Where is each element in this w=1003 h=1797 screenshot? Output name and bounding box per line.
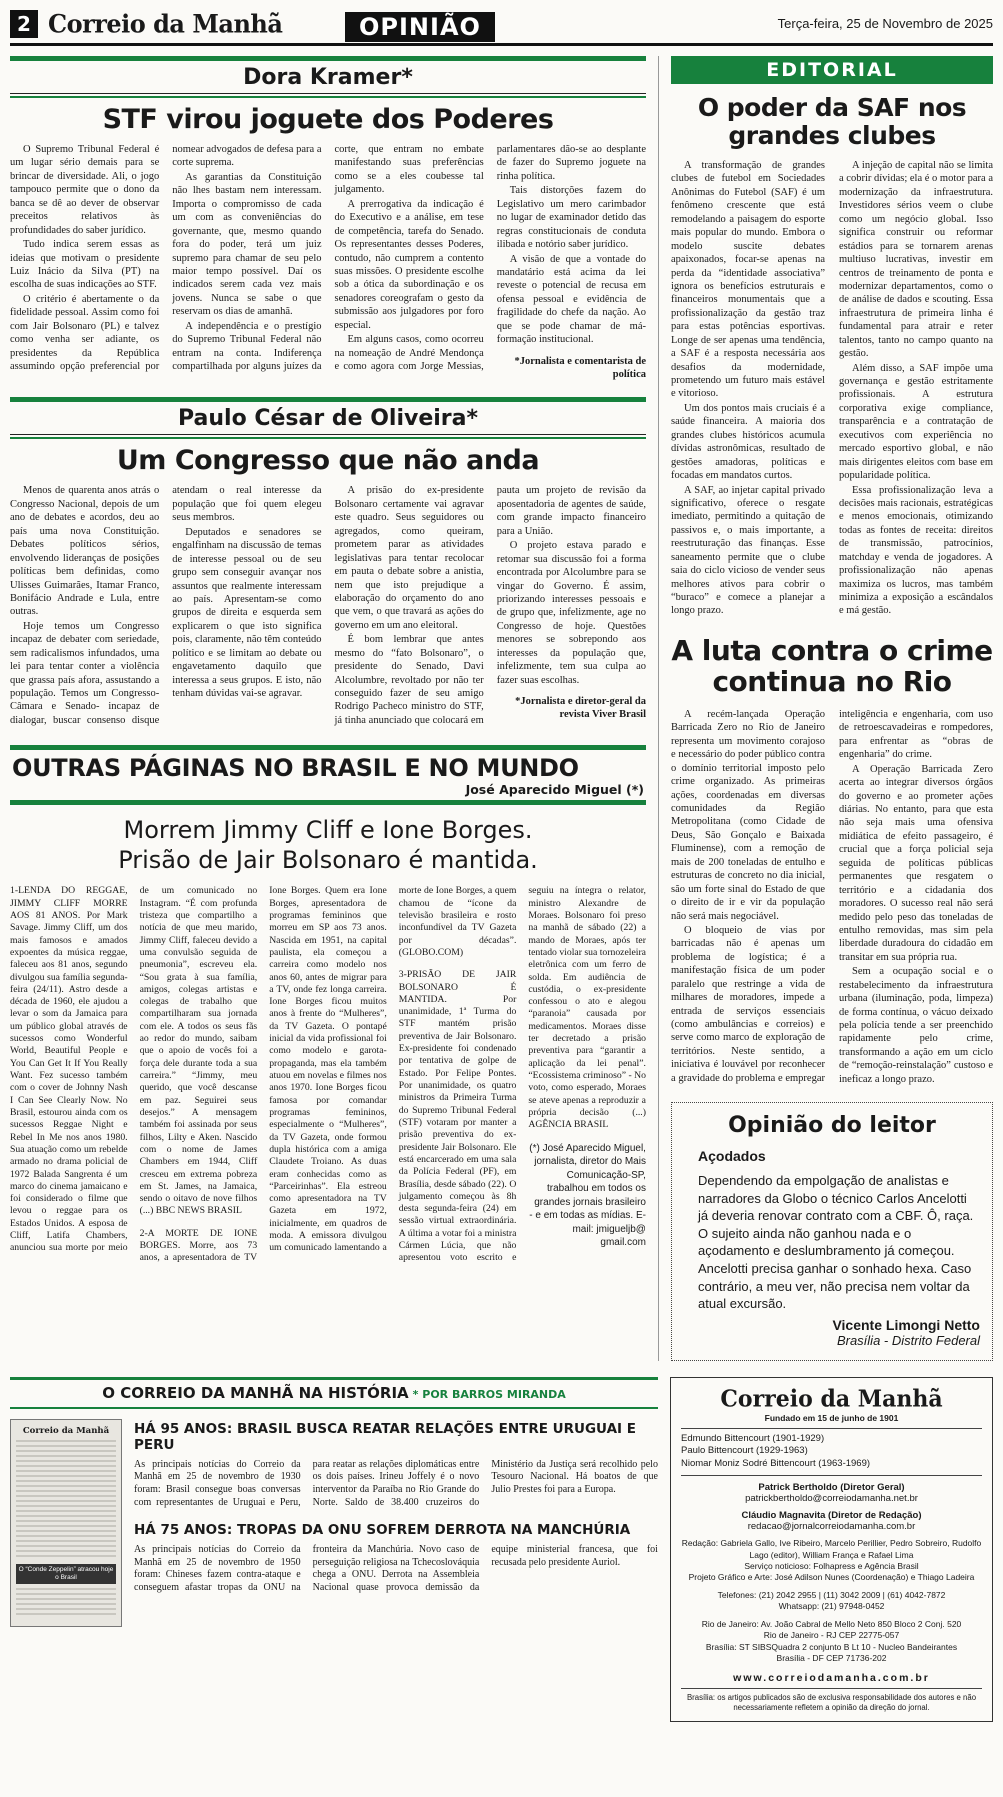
paragraph: Menos de quarenta anos atrás o Congresso Nacional, depois de um ano de debates e acordos, deu ao país uma nova Constituição. Debates políticos sérios, envolvendo lideranças de posições políticas bem definidas, como Ulisses Guimarães, Itamar Franco, Bonifácio Andrade e Lula, entre outras. xyxy=(10,485,160,618)
paragraph: Além disso, a SAF impõe uma governança e gestão estritamente profissionais. A estrutura corporativa exige compliance, transparência e a contratação de executivos com experiência no mercado esportivo global, e não mais dirigentes eleitos com base em popularidade política. xyxy=(839,362,993,482)
green-rule xyxy=(10,1407,658,1409)
rio-address-1: Rio de Janeiro: Av. João Cabral de Mello Neto 850 Bloco 2 Conj. 520 xyxy=(701,1618,962,1629)
telefones-line: Telefones: (21) 2042 2955 | (11) 3042 2009 | (61) 4042-7872 xyxy=(717,1589,946,1600)
editorial-headline: O poder da SAF nos grandes clubes xyxy=(697,93,967,150)
paragraph: Deputados e senadores se engalfinham na discussão de temas de interesse pessoal ou de seu grupo sem conseguir avançar nos assuntos que realmente interessam ao país. Apresentam-se como grupos de direita e esquerda sem explicarem o que isto significa pois, claramente, não têm conteúdo político e se limitam ao debate ou engavetamento daquilo que interessa a seus grupos. E isto, não tenham dúvidas vai-se agravar. xyxy=(172,526,322,699)
historia-byline: * POR BARROS MIRANDA xyxy=(412,1387,566,1401)
news-item-ione-borges: 2-A MORTE DE IONE BORGES. Morre, aos 73 anos, a apresentadora de TV Ione Borges. Quem era Ione Borges, apresentadora de programas femininos que morreu em SP aos 73 anos. Nascida em 1951, na capital paulista, ela começou a carreira como modelo nos anos 60, antes de migrar para a TV, onde fez longa carreira. Ione Borges ficou muitos anos à frente do “Mulheres”, da TV Gazeta. O pontapé inicial da vida profissional foi como modelo e garota-propaganda, mas ela também atuou em novelas e filmes nos anos 1970. Ione Borges ficou famosa por comandar programas femininos, especialmente o “Mulheres”, da TV Gazeta, onde formou dupla histórica com a amiga Claudete Troiano. As duas eram conhecidas como as “Parceirinhas”. Ela estreou como apresentadora na TV Gazeta em 1972, inicialmente, em quadros de moda. A emissora divulgou um comunicado lamentando a morte de Ione Borges, a quem chamou de “ícone da televisão brasileira e rosto inconfundível da TV Gazeta por décadas”. (GLOBO.COM) xyxy=(139,885,517,1264)
paragraph: Sem a ocupação social e o restabelecimento da infraestrutura urbana (iluminação, poda, limpeza) de forma contínua, o vácuo deixado pela polícia tende a ser preenchido rapidamente pelo crime, transformando a ação em um ciclo de “remoção-reinstalação” custoso e ineficaz a longo prazo. xyxy=(839,966,993,1085)
paragraph: O bloqueio de vias por barricadas não é apenas um problema de logística; é a manifestação física de um poder paralelo que restringe a vida de milhares de moradores, impede a entrada de serviços essenciais (como ambulâncias e correios) e serve como marco de exploração de territórios. Neste sentido, a iniciativa é louvável por reconhecer a gravidade do problema e empregar inteligência e engenharia, com uso de retroescavadeiras e rompedores, para enfrentar as “obras de engenharia” do crime. xyxy=(671,708,993,1084)
masthead-logo: Correio da Manhã xyxy=(720,1384,943,1413)
founder: Niomar Moniz Sodré Bittencourt (1963-1969) xyxy=(681,1458,871,1470)
founder: Edmundo Bittencourt (1901-1929) xyxy=(681,1432,825,1444)
paragraph: É bom lembrar que antes mesmo do “fato Bolsonaro”, o presidente do Senado, Davi Alcolumbre, revoltado por não ter conseguido fazer de seu amigo Rodrigo Pacheco ministro do STF, já tinha anunciado que colocará em pauta um projeto de revisão da aposentadoria de agentes de saúde, com grande impacto financeiro para a União. xyxy=(334,485,646,726)
director-email: patrickbertholdo@correiodamanha.net.br xyxy=(745,1493,918,1505)
historia-item-text: As principais notícias do Correio da Manhã em 25 de novembro de 1950 foram: Chineses fazem contra-ataque e conseguem afastar tropas da ONU na fronteira da Manchúria. Novo caso de perseguição religiosa na Tchecoslováquia chega a ONU. Derrota na Assembleia Nacional quase provoca demissão da equipe ministerial francesa, que foi recusada pelo presidente Auriol. xyxy=(134,1543,658,1594)
masthead-founded: Fundado em 15 de junho de 1901 xyxy=(764,1412,899,1423)
bsb-address-1: Brasília: ST SIBSQuadra 2 conjunto B Lt 10 - Nucleo Bandeirantes xyxy=(705,1641,958,1652)
article-dora-kramer xyxy=(10,56,646,381)
paragraph: A prerrogativa da indicação é do Executivo e a análise, em tese de competência, tarefa do Senado. Os representantes desses Poderes, contudo, não cumprem a contento suas missões. O presidente escolhe sob a ótica da subordinação e os senadores coreografam o gesto da submissão aos julgadores por foro especial. xyxy=(334,198,484,331)
paragraph: Essa profissionalização leva a decisões mais racionais, estratégicas e menos emocionais, otimizando todas as fontes de receita: direitos de transmissão, patrocínios, matchday e venda de jogadores. A profissionalização não apenas maximiza os lucros, mas também minimiza a exposição a escândalos e má gestão. xyxy=(839,484,993,617)
editorial-section xyxy=(671,56,993,618)
headline-line-2: Prisão de Jair Bolsonaro é mantida. xyxy=(118,846,538,875)
author-signature: *Jornalista e comentarista de política xyxy=(514,355,646,380)
paragraph: Em alguns casos, como ocorreu na nomeação de André Mendonça e como agora com Jorge Messias, parlamentares dão-se ao desplante de fazer do Supremo joguete na rinha política. xyxy=(334,144,646,372)
article-paulo-cesar xyxy=(10,397,646,727)
thumbnail-masthead: Correio da Manhã xyxy=(22,1425,110,1436)
divider xyxy=(681,1428,982,1429)
historical-newspaper-thumbnail xyxy=(10,1419,122,1627)
website-url: www.correiodamanha.com.br xyxy=(733,1671,930,1684)
paragraph: O projeto estava parado e retomar sua discussão foi a forma encontrada por Alcolumbre para se vingar do Governo. É assim, priorizando interesses pessoais e de grupo que, infelizmente, age no Congresso de hoje. Questões menores se sobrepondo aos interesses da população que, infelizmente, tem sua culpa ao fazer suas escolhas. xyxy=(496,540,646,686)
newspaper-logo: Correio da Manhã xyxy=(48,8,283,39)
disclaimer-text: Brasília: os artigos publicados são de exclusiva responsabilidade dos autores e não necessariamente refletem a opinião da direção do jornal. xyxy=(686,1692,977,1712)
news-item-bolsonaro: 3-PRISÃO DE JAIR BOLSONARO É MANTIDA. Por unanimidade, 1ª Turma do STF mantém prisão preventiva de Jair Bolsonaro. Ex-presidente foi condenado por tentativa de golpe de Estado. Por Felipe Pontes. Por unanimidade, os quatro ministros da Primeira Turma do Supremo Tribunal Federal (STF) votaram por manter a prisão preventiva do ex-presidente Jair Bolsonaro. Ele está encarcerado em uma sala da Polícia Federal (PF), em Brasília, desde sábado (22). O julgamento começou às 8h desta segunda-feira (24) em sessão virtual extraordinária. A última a votar foi a ministra Cármen Lúcia, que não apresentou voto escrito e seguiu na íntegra o relator, ministro Alexandre de Moraes. Bolsonaro foi preso na manhã de sábado (22) a mando de Moraes, após ter tentado violar sua tornozeleira eletrônica com um ferro de solda. Em audiência de custódia, o ex-presidente confessou o ato e alegou “paranoia” causada por medicamentos. Moraes disse ter decretado a prisão preventiva para “garantir a aplicação da lei penal”. “Ecossistema criminoso” - No voto, como esperado, Moraes se ateve apenas a reproduzir a própria decisão (...) AGÊNCIA BRASIL xyxy=(398,885,646,1264)
paragraph: A prisão do ex-presidente Bolsonaro certamente vai agravar este quadro. Seus seguidores ou agregados, como queiram, prometem parar as atividades legislativas para tentar recolocar em pauta o debate sobre a anistia, nem que isto prejudique a elaboração do orçamento do ano que vem, o que travará as ações do governo em um ano eleitoral. xyxy=(334,485,484,631)
paragraph: Um dos pontos mais cruciais é a saúde financeira. A maioria dos grandes clubes históricos acumula dívidas astronômicas, resultado de gestões amadoras, políticas e focadas em mandatos curtos. xyxy=(671,402,825,482)
news-item-reggae: 1-LENDA DO REGGAE, JIMMY CLIFF MORRE AOS 81 ANOS. Por Mark Savage. Jimmy Cliff, um dos mais famosos e amados expoentes da música reggae, faleceu aos 81 anos, segundo divulgou sua família segunda-feira (24/11). Astro desde a década de 1960, ele ajudou a levar o som da Jamaica para um público global através de sucessos como Wonderful World, Beautiful People e You Can Get It If You Really Want. Fez sucesso também com o cover de Johnny Nash I Can See Clearly Now. No Brasil, estourou ainda com os sucessos Reggae Night e Rebel In Me nos anos 1980. Sua atuação como um rebelde armado no drama policial de 1972 Balada Sangrenta é um marco do cinema jamaicano e foi considerado o filme que levou o reggae para os Estados Unidos. A esposa de Cliff, Latifa Chambers, anunciou sua morte por meio de um comunicado no Instagram. “É com profunda tristeza que compartilho a notícia de que meu marido, Jimmy Cliff, faleceu devido a uma convulsão seguida de pneumonia”, escreveu ela. “Sou grata à sua família, amigos, colegas artistas e colegas de trabalho que compartilharam sua jornada com ele. A todos os seus fãs ao redor do mundo, saibam que o apoio de vocês foi a força dele durante toda a sua carreira.” “Jimmy, meu querido, que você descanse em paz. Seguirei seus desejos.” A mensagem também foi assinada por seus filhos, Lilty e Aken. Nascido com o nome de James Chambers em 1944, Cliff cresceu em extrema pobreza em St. James, na Jamaica, sendo o oitavo de nove filhos (...) BBC NEWS BRASIL xyxy=(10,885,258,1254)
historia-item-75-anos xyxy=(134,1522,658,1595)
article-author: Dora Kramer* xyxy=(243,65,413,90)
section-byline: José Aparecido Miguel (*) xyxy=(465,782,644,798)
founders-list xyxy=(681,1433,982,1471)
left-column xyxy=(10,56,658,1361)
article-body xyxy=(10,484,646,727)
historia-title: O CORREIO DA MANHÃ NA HISTÓRIA xyxy=(102,1383,409,1402)
headline-line-1: Morrem Jimmy Cliff e Ione Borges. xyxy=(123,816,533,845)
historia-item-95-anos xyxy=(134,1421,658,1510)
divider xyxy=(681,1688,982,1689)
article-headline: STF virou joguete dos Poderes xyxy=(102,104,554,135)
paragraph: A Operação Barricada Zero acerta ao integrar diversos órgãos do governo e ao prometer ações diárias. No entanto, para que esta não seja mais uma ofensiva midiática de efeito passageiro, é crucial que a força policial seja seguida de políticas públicas permanentes que resgatem o território e a cidadania dos moradores. O sucesso real não será medido pelo peso das toneladas de entulho removidas, mas sim pela liberdade duradoura do cidadão em transitar em sua própria rua. xyxy=(839,763,993,963)
divider xyxy=(10,434,646,435)
paragraph: O critério é abertamente o da fidelidade pessoal. Assim como foi com Jair Bolsonaro (PL) e talvez como venha ser adiante, os presidentes da República assumindo opção preferencial por nomear advogados de defesa para a corte suprema. xyxy=(10,144,322,372)
thumbnail-text-lines xyxy=(16,1440,116,1560)
projeto-line: Projeto Gráfico e Arte: José Adilson Nunes (Coordenação) e Thiago Ladeira xyxy=(688,1572,975,1583)
letter-title: Açodados xyxy=(698,1148,766,1165)
historia-item-title: HÁ 95 ANOS: BRASIL BUSCA REATAR RELAÇÕES ENTRE URUGUAI E PERU xyxy=(134,1420,636,1453)
paragraph: A independência e o prestígio do Supremo Tribunal Federal não entram na conta. Indiferença compartilhada por alguns juízes da corte, que entram no embate manifestando suas preferências como se a eles coubesse tal julgamento. xyxy=(172,144,484,372)
paragraph: A transformação de grandes clubes de futebol em Sociedades Anônimas do Futebol (SAF) é um fenômeno crescente que está remodelando a paisagem do esporte mais popular do mundo. Embora o modelo suscite debates apaixonados, focar-se apenas na perda da “identidade associativa” ignora os benefícios estruturais e financeiros monumentais que a profissionalização da gestão traz para estas potências esportivas. Longe de ser apenas uma tendência, a SAF é a resposta necessária aos desafios da modernidade, prometendo um futuro mais estável e vitorioso. xyxy=(671,160,825,400)
right-column xyxy=(658,56,993,1361)
paragraph: Hoje temos um Congresso incapaz de debater com seriedade, sem radicalismos infundados, uma lei para tentar conter a violência que grassa país afora, assustando a população. Temos um Congresso- Câmara e Senado- incapaz de dialogar, buscar consenso disque atendam o real interesse da população que foi quem elegeu seus membros. xyxy=(10,485,322,726)
section-title: OUTRAS PÁGINAS NO BRASIL E NO MUNDO xyxy=(12,754,579,783)
divider xyxy=(10,93,646,94)
paragraph: A recém-lançada Operação Barricada Zero no Rio de Janeiro representa um movimento corajoso e necessário do poder público contra o domínio territorial imposto pelo crime organizado. As primeiras ações, coordenadas em diversas comunidades da Região Metropolitana (como Cidade de Deus, São Gonçalo e Baixada Fluminense), com a remoção de mais de 200 toneladas de entulho e estruturas de concreto no dia inicial, são um forte sinal do Estado de que o direito de ir e vir da população não será mais negociável. xyxy=(671,708,825,922)
editor-email: redacao@jornalcorreiodamanha.com.br xyxy=(747,1521,916,1533)
masthead-box xyxy=(670,1377,993,1722)
edition-date: Terça-feira, 25 de Novembro de 2025 xyxy=(777,16,993,31)
paragraph: As garantias da Constituição não lhes bastam nem interessam. Importa o compromisso de cada um com as conveniências do governante, que, mesmo quando fora do poder, terá um juiz supremo para chamar de seu pelo maior tempo possível. Daí os indicados serem cada vez mais jovens. Nunca se sabe o que reservam os dias de amanhã. xyxy=(172,171,322,318)
author-footnote: (*) José Aparecido Miguel, jornalista, diretor do Mais Comunicação-SP, trabalhou em todos os grandes jornais brasileiro - e em todas as mídias. E-mail: jmigueljb@ gmail.com xyxy=(529,1142,646,1249)
thumbnail-caption: O “Conde Zeppelin” atracou hoje o Brasil xyxy=(16,1564,116,1585)
bsb-address-2: Brasília - DF CEP 71736-202 xyxy=(776,1653,887,1664)
editorial-headline: A luta contra o crime continua no Rio xyxy=(671,634,993,699)
page-number: 2 xyxy=(10,10,38,38)
founder: Paulo Bittencourt (1929-1963) xyxy=(681,1445,808,1457)
letter-signature-name: Vicente Limongi Netto xyxy=(832,1316,980,1333)
article-body xyxy=(10,143,646,381)
rio-address-2: Rio de Janeiro - RJ CEP 22775-057 xyxy=(763,1630,900,1641)
editorial-body xyxy=(671,708,993,1086)
article-author: Paulo César de Oliveira* xyxy=(178,406,478,432)
servico-line: Serviço noticioso: Folhapress e Agência Brasil xyxy=(744,1560,919,1571)
director-name: Patrick Bertholdo (Diretor Geral) xyxy=(758,1482,905,1494)
editor-name: Cláudio Magnavita (Diretor de Redação) xyxy=(741,1510,922,1522)
reader-opinion-box xyxy=(671,1102,993,1360)
divider xyxy=(681,1475,982,1476)
redacao-line: Redação: Gabriela Gallo, Ive Ribeiro, Marcelo Perillier, Pedro Sobreiro, Rudolfo Lago (editor), William França e Rafael Lima xyxy=(681,1538,982,1560)
historia-item-title: HÁ 75 ANOS: TROPAS DA ONU SOFREM DERROTA NA MANCHÚRIA xyxy=(134,1521,631,1538)
thumbnail-text-lines xyxy=(16,1588,116,1616)
historia-items xyxy=(134,1419,658,1627)
editorial-crime-section xyxy=(671,618,993,1086)
historia-section xyxy=(10,1377,658,1722)
paragraph: A visão de que a vontade do mandatário está acima da lei reveste o potencial de recusa em ofensa pessoal e evidência de fragilidade do chefe da nação. Ao que se pode chamar de má-formação institucional. xyxy=(496,253,646,346)
paragraph: A SAF, ao injetar capital privado significativo, oferece o resgate imediato, permitindo a quitação de passivos e, o mais importante, a reestruturação das finanças. Esse saneamento permite que o clube saia do ciclo vicioso de vender seus melhores ativos para cobrir o “buraco” e comece a planejar a longo prazo. xyxy=(671,484,825,617)
letter-signature-place: Brasília - Distrito Federal xyxy=(836,1332,980,1348)
paragraph: Tais distorções fazem do Legislativo um mero carimbador no lugar de examinador detido das regras constitucionais de conduta ilibada e notório saber jurídico. xyxy=(496,185,646,251)
section-label: OPINIÃO xyxy=(345,12,495,42)
article-headline: Um Congresso que não anda xyxy=(116,445,540,477)
section-headline xyxy=(10,805,646,885)
paragraph: O Supremo Tribunal Federal é um lugar sério demais para se brincar de diversidade. Ali, o jogo tampouco permite que o dono da banca se dê ao dever de observar preceitos relativos às profundidades do saber jurídico. xyxy=(10,144,160,236)
paragraph: A injeção de capital não se limita a cobrir dívidas; ela é o motor para a modernização da infraestrutura. Investidores sérios veem o clube como um negócio global. Isso significa construir ou reformar estádios para se tornarem arenas multiuso lucrativas, investir em centros de treinamento de ponta e modernizar departamentos, como o de análise de dados e scouting. Essa infraestrutura de primeira linha é fundamental para atrair e reter talentos, tanto no campo quanto na gestão. xyxy=(839,160,993,360)
editorial-label: EDITORIAL xyxy=(671,56,993,84)
page-header xyxy=(10,8,993,46)
editorial-body xyxy=(671,159,993,618)
historia-header xyxy=(10,1380,658,1407)
author-signature: *Jornalista e diretor-geral da revista Viver Brasil xyxy=(515,696,646,721)
reader-opinion-title: Opinião do leitor xyxy=(728,1113,936,1139)
paragraph: Tudo indica serem essas as ideias que motivam o presidente Luiz Inácio da Silva (PT) na escolha de suas indicações ao STF. xyxy=(10,239,160,291)
section-body xyxy=(10,885,646,1264)
whatsapp-line: Whatsapp: (21) 97948-0452 xyxy=(778,1601,885,1612)
historia-item-text: As principais notícias do Correio da Manhã em 25 de novembro de 1930 foram: Brasil consegue boas conversas com representantes de Uruguai e Peru, para reatar as relações diplomáticas entre os dois países. Irineu Joffely é o novo interventor da Paraíba no Rio Grande do Norte. Saldo de 38.400 cruzeiros do Ministério da Justiça será recolhido pelo Tesouro Nacional. Há boatos de que Julio Prestes foi para a Europa. xyxy=(134,1458,658,1508)
section-outras-paginas xyxy=(10,745,646,1264)
letter-text: Dependendo da empolgação de analistas e narradores da Globo o técnico Carlos Ancelotti já deveria renovar contrato com a CBF. Ô, raça. O sujeito ainda não ganhou nada e o açodamento e deslumbramento já começou. Ancelotti precisa ganhar o sonhado hexa. Caso contrário, a meu ver, não precisa nem voltar da atual excursão. xyxy=(698,1173,974,1312)
